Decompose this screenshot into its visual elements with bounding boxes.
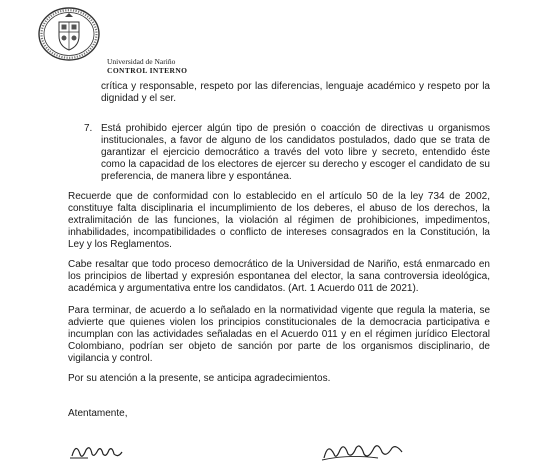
thanks-line: Por su atención a la presente, se anticipa agradecimientos. [68,373,331,384]
department-name: CONTROL INTERNO [107,66,188,75]
university-name: Universidad de Nariño [107,57,176,66]
institution-header [107,57,187,75]
closing-salutation: Atentamente, [68,408,128,419]
list-item-number: 7. [84,123,93,134]
paragraph-disciplinary: Recuerde que de conformidad con lo establecido en el artículo 50 de la ley 734 de 2002, constituye falta disciplinaria el incumplimiento de los deberes, el abuso de los derechos, la extralimitación de las funciones, la violación al régimen de prohibiciones, impedimentos, inhabilidades, incompatibilidades o conflicto de intereses consagrados en la Constitución, la Ley y los Reglamentos. [68,191,490,251]
signature-left [68,438,148,462]
continuation-text: crítica y responsable, respeto por las diferencias, lenguaje académico y respeto por la dignidad y el ser. [101,81,490,105]
paragraph-democratic-process: Cabe resaltar que todo proceso democrático de la Universidad de Nariño, está enmarcado en los principios de libertad y expresión espontanea del elector, la sana controversia ideológica, académica y argumentativa entre los candidatos. (Art. 1 Acuerdo 011 de 2021). [68,259,490,295]
paragraph-closing-warning: Para terminar, de acuerdo a lo señalado en la normatividad vigente que regula la materia, se advierte que quienes violen los principios constitucionales de la democracia participativa e incumplan con las actividades señaladas en el Acuerdo 011 y en el régimen jurídico Electoral Colombiano, podrían ser objeto de sanción por parte de los organismos disciplinario, de vigilancia y control. [68,305,490,365]
list-item-7-text: Está prohibido ejercer algún tipo de presión o coacción de directivas u organismos institucionales, a favor de alguno de los candidatos postulados, dado que se trata de garantizar el ejercicio democrático a través del voto libre y secreto, entendido éste como la capacidad de los electores de ejercer su derecho y escoger el candidato de su preferencia, de manera libre y espontánea. [101,123,490,183]
signature-right [318,436,418,462]
university-seal-logo [37,6,101,62]
